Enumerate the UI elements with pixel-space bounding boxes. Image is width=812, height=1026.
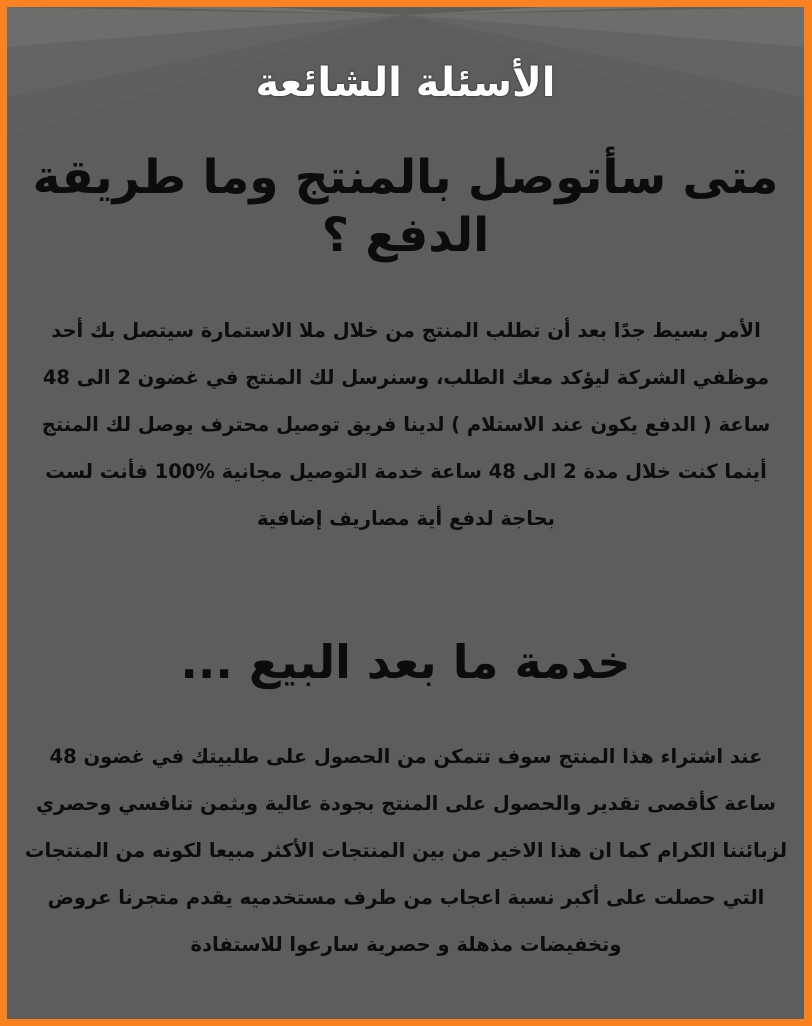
after-sale-service-heading: خدمة ما بعد البيع ...: [180, 635, 631, 689]
delivery-question-heading: متى سأتوصل بالمنتج وما طريقة الدفع ؟: [32, 150, 779, 263]
after-sale-paragraph: عند اشتراء هذا المنتج سوف تتمكن من الحصول على طلبيتك في غضون 48 ساعة كأقصى تقدير والحصول على المنتج بجودة عالية وبثمن تنافسي وحصري لزبائننا الكرام كما ان هذا الاخير من بين المنتجات الأكثر مبيعا لكونه من المنتجات التي حصلت على أكبر نسبة اعجاب من طرف مستخدميه يقدم متجرنا عروض وتخفيضات مذهلة و حصرية سارعوا للاستفادة: [24, 745, 788, 956]
faq-title: الأسئلة الشائعة: [255, 60, 556, 106]
delivery-payment-paragraph: الأمر بسيط جدًا بعد أن تطلب المنتج من خلال ملا الاستمارة سيتصل بك أحد موظفي الشركة ليؤكد معك الطلب، وسنرسل لك المنتج في غضون 2 الى 48 ساعة ( الدفع يكون عند الاستلام ) لدينا فريق توصيل محترف يوصل لك المنتج أينما كنت خلال مدة 2 الى 48 ساعة خدمة التوصيل مجانية %100 فأنت لست بحاجة لدفع أية مصاريف إضافية: [41, 319, 771, 530]
faq-panel: [7, 7, 804, 1019]
